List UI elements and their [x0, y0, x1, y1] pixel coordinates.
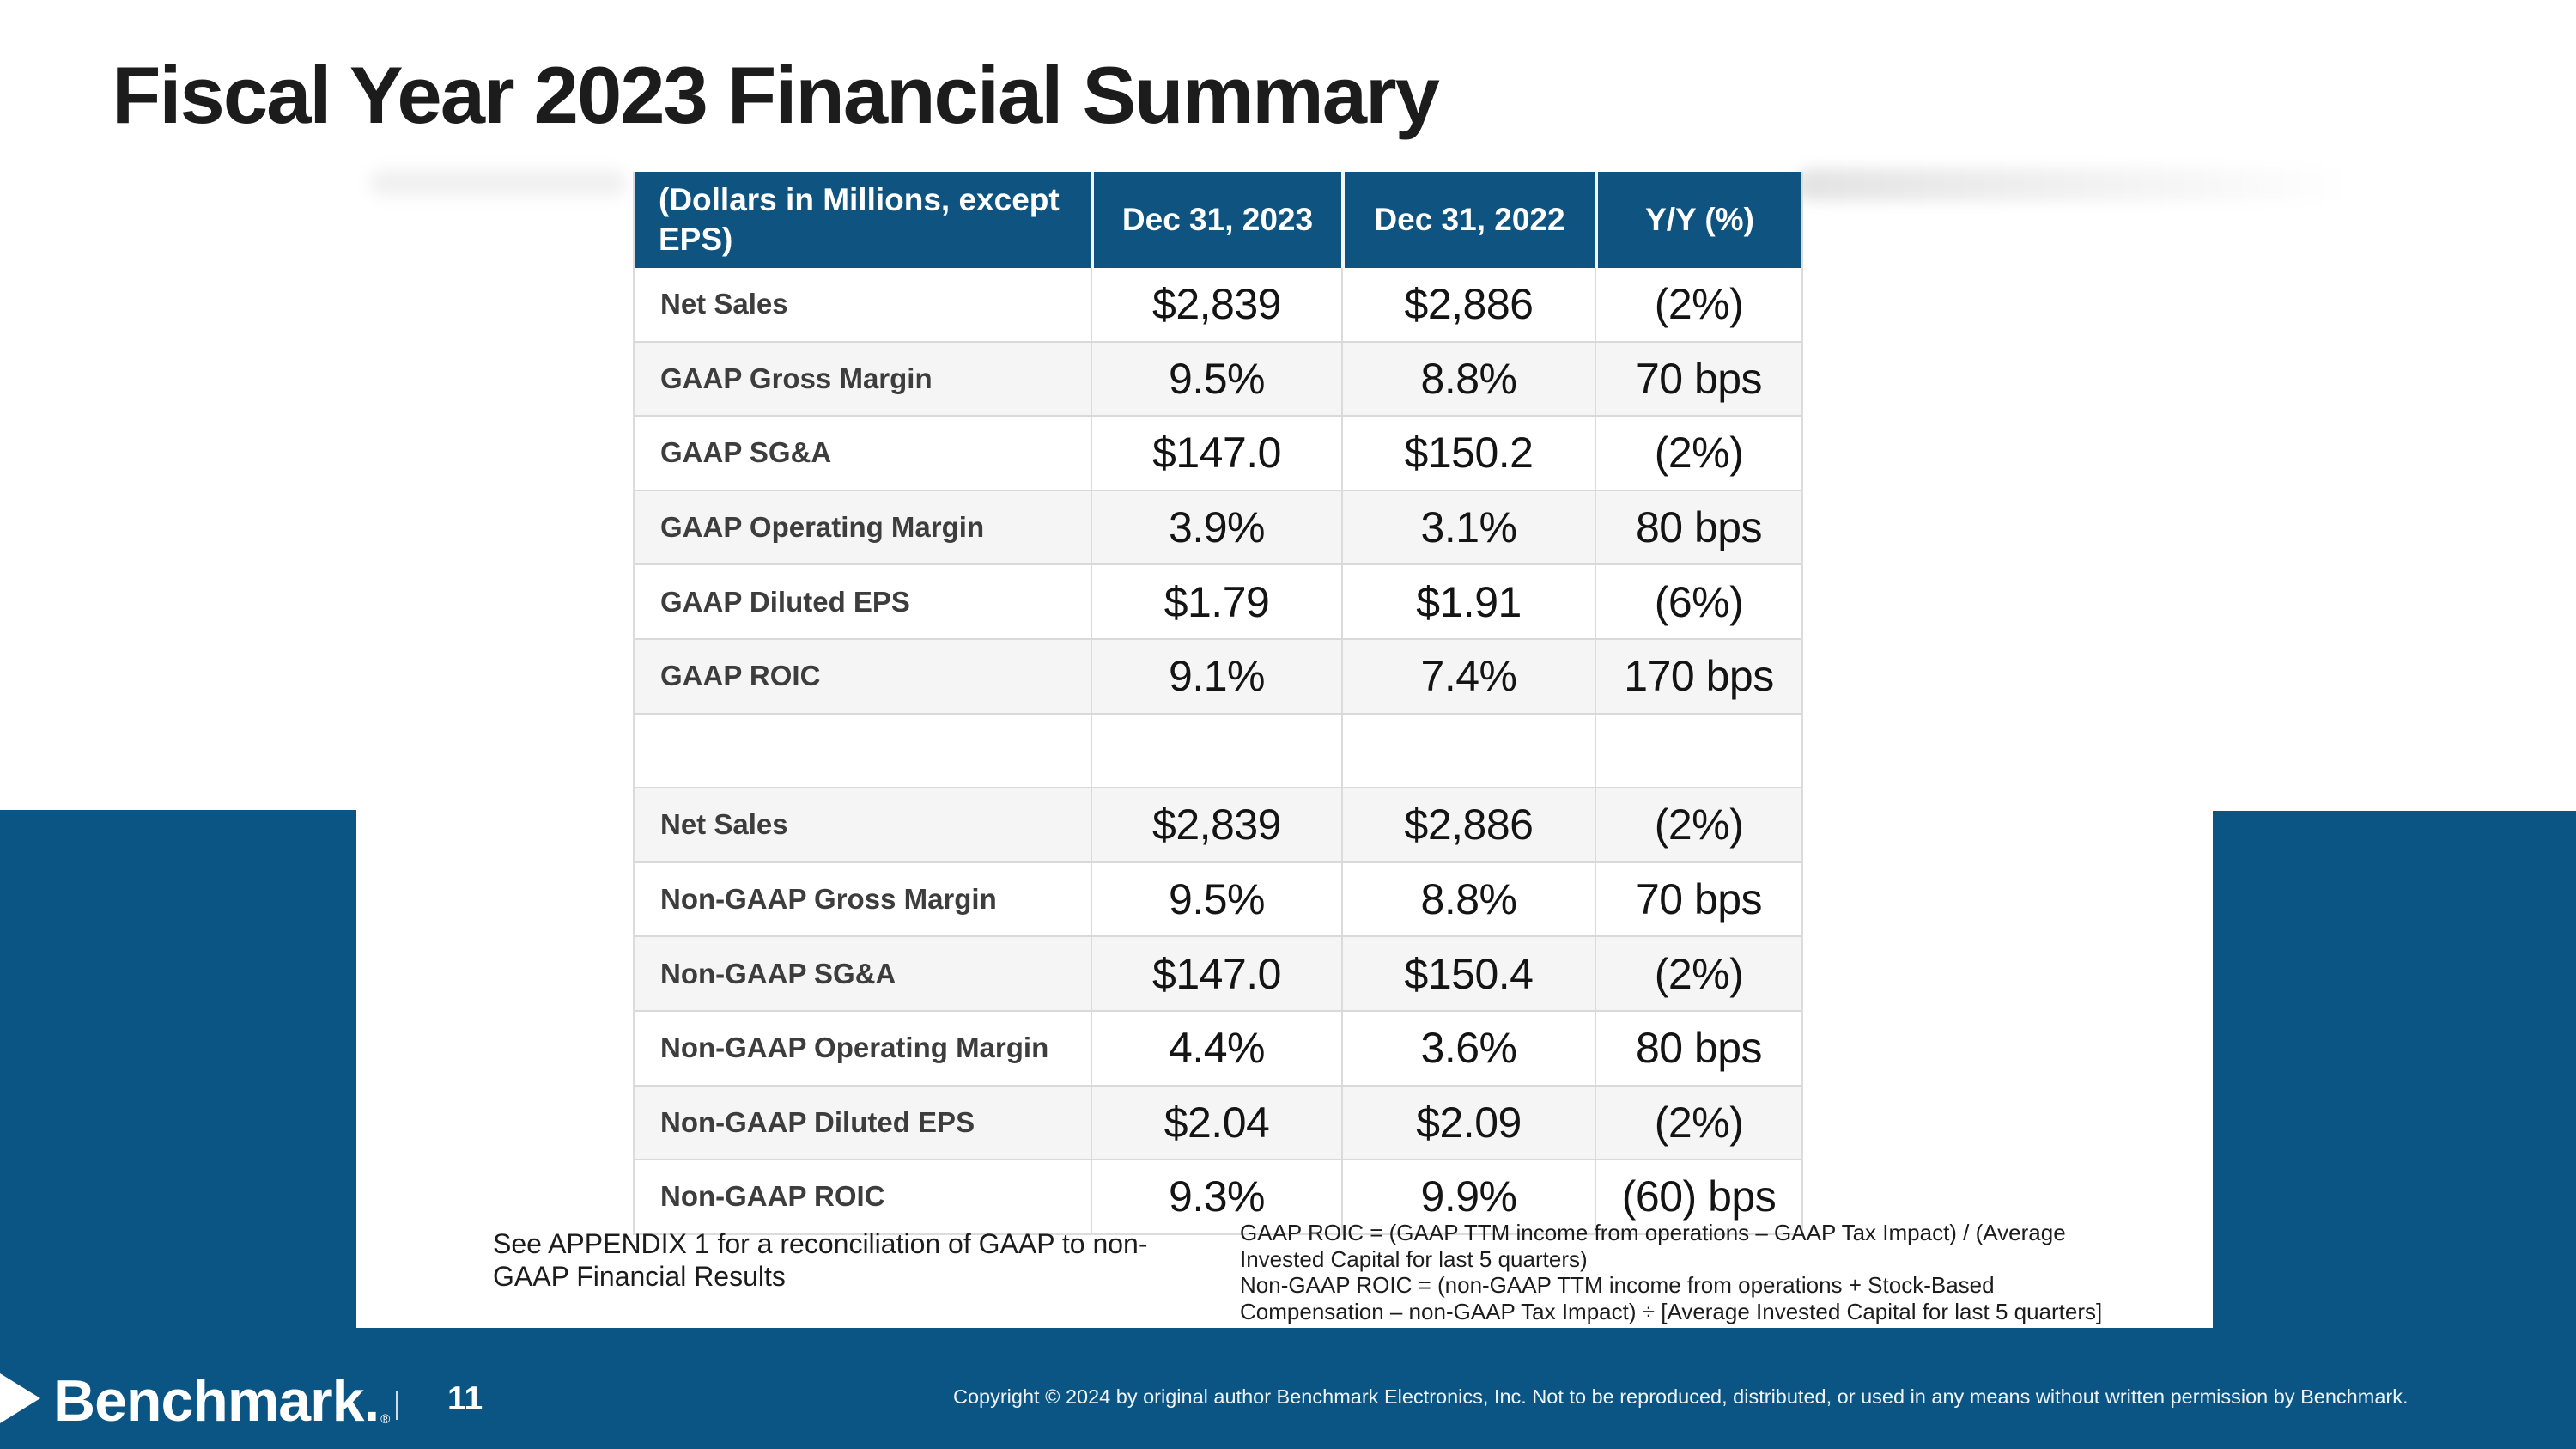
- row-label: Non-GAAP Diluted EPS: [660, 1105, 975, 1138]
- table-row: [635, 787, 1801, 861]
- row-label: GAAP Operating Margin: [660, 511, 985, 544]
- value-yoy: (2%): [1595, 1087, 1801, 1160]
- column-header-metric: (Dollars in Millions, except EPS): [659, 181, 1060, 257]
- table-row: [635, 638, 1801, 713]
- row-label: Non-GAAP Gross Margin: [660, 883, 997, 916]
- row-label: Non-GAAP Operating Margin: [660, 1032, 1049, 1064]
- value-2023: 9.5%: [1091, 863, 1341, 936]
- registered-trademark-icon: ®: [380, 1412, 391, 1427]
- appendix-footnote: [493, 1227, 1147, 1293]
- column-header-2022: Dec 31, 2022: [1341, 172, 1595, 268]
- benchmark-logo-text: Benchmark.: [53, 1368, 380, 1434]
- row-label: Non-GAAP SG&A: [660, 957, 896, 989]
- value-2023: $147.0: [1091, 417, 1341, 490]
- value-yoy: (2%): [1595, 268, 1801, 341]
- row-label: GAAP SG&A: [660, 436, 832, 469]
- value-2023: $147.0: [1091, 937, 1341, 1010]
- table-row: [635, 490, 1801, 564]
- value-yoy: (60) bps: [1595, 1160, 1801, 1233]
- value-yoy: 170 bps: [1595, 640, 1801, 713]
- value-yoy: 70 bps: [1595, 343, 1801, 416]
- row-label: GAAP Diluted EPS: [660, 585, 910, 618]
- column-header-2023: Dec 31, 2023: [1091, 172, 1341, 268]
- roic-footnote-line: Compensation – non-GAAP Tax Impact) ÷ [Average Invested Capital for last 5 quarters]: [1240, 1298, 2103, 1324]
- value-2023: $1.79: [1091, 565, 1341, 638]
- value-2023: [1091, 715, 1341, 788]
- value-2023: $2,839: [1091, 268, 1341, 341]
- decorative-shadow: [369, 170, 627, 196]
- value-yoy: (6%): [1595, 565, 1801, 638]
- row-label: [635, 715, 1091, 788]
- benchmark-logo: [53, 1368, 391, 1434]
- value-2022: 8.8%: [1341, 863, 1595, 936]
- copyright-notice: Copyright © 2024 by original author Benchmark Electronics, Inc. Not to be reproduced, distributed, or used in any means without written permission by Benchmark.: [953, 1385, 2409, 1408]
- value-2022: [1341, 715, 1595, 788]
- table-row: [635, 563, 1801, 638]
- value-2022: $1.91: [1341, 565, 1595, 638]
- roic-footnote-line: Non-GAAP ROIC = (non-GAAP TTM income from operations + Stock-Based: [1240, 1272, 1995, 1298]
- row-label: Net Sales: [660, 808, 788, 841]
- column-header-yoy: Y/Y (%): [1595, 172, 1801, 268]
- footer-divider: [396, 1391, 398, 1420]
- value-yoy: 80 bps: [1595, 491, 1801, 564]
- appendix-footnote-line: GAAP Financial Results: [493, 1261, 786, 1292]
- row-label: Non-GAAP ROIC: [660, 1180, 885, 1213]
- value-2022: 3.1%: [1341, 491, 1595, 564]
- value-yoy: (2%): [1595, 417, 1801, 490]
- value-2022: 8.8%: [1341, 343, 1595, 416]
- table-row: [635, 341, 1801, 416]
- value-2023: $2.04: [1091, 1087, 1341, 1160]
- value-2022: $150.4: [1341, 937, 1595, 1010]
- value-2023: 4.4%: [1091, 1012, 1341, 1085]
- value-2023: 9.3%: [1091, 1160, 1341, 1233]
- value-yoy: 80 bps: [1595, 1012, 1801, 1085]
- value-2023: 9.5%: [1091, 343, 1341, 416]
- value-2022: $2,886: [1341, 268, 1595, 341]
- value-yoy: 70 bps: [1595, 863, 1801, 936]
- table-spacer-row: [635, 713, 1801, 788]
- financial-summary-table: [633, 172, 1803, 1235]
- value-yoy: [1595, 715, 1801, 788]
- value-2022: 9.9%: [1341, 1160, 1595, 1233]
- value-yoy: (2%): [1595, 937, 1801, 1010]
- page-number: 11: [447, 1380, 483, 1417]
- value-2023: 9.1%: [1091, 640, 1341, 713]
- benchmark-chevron-icon: [0, 1373, 40, 1423]
- roic-definition-footnote: [1240, 1220, 2102, 1324]
- table-row: [635, 268, 1801, 341]
- row-label: Net Sales: [660, 288, 788, 320]
- table-row: [635, 935, 1801, 1010]
- value-yoy: (2%): [1595, 788, 1801, 861]
- table-header-row: [635, 172, 1801, 268]
- value-2022: 7.4%: [1341, 640, 1595, 713]
- table-row: [635, 1010, 1801, 1085]
- table-row: [635, 1085, 1801, 1160]
- row-label: GAAP Gross Margin: [660, 362, 933, 394]
- table-row: [635, 861, 1801, 936]
- value-2022: $2.09: [1341, 1087, 1595, 1160]
- decorative-shadow: [1795, 168, 2353, 201]
- appendix-footnote-line: See APPENDIX 1 for a reconciliation of GAAP to non-: [493, 1228, 1148, 1259]
- roic-footnote-line: Invested Capital for last 5 quarters): [1240, 1245, 1588, 1272]
- page-title: Fiscal Year 2023 Financial Summary: [112, 50, 1438, 140]
- value-2022: 3.6%: [1341, 1012, 1595, 1085]
- value-2023: 3.9%: [1091, 491, 1341, 564]
- roic-footnote-line: GAAP ROIC = (GAAP TTM income from operations – GAAP Tax Impact) / (Average: [1240, 1220, 2066, 1245]
- value-2022: $150.2: [1341, 417, 1595, 490]
- value-2022: $2,886: [1341, 788, 1595, 861]
- row-label: GAAP ROIC: [660, 660, 821, 692]
- table-row: [635, 415, 1801, 490]
- value-2023: $2,839: [1091, 788, 1341, 861]
